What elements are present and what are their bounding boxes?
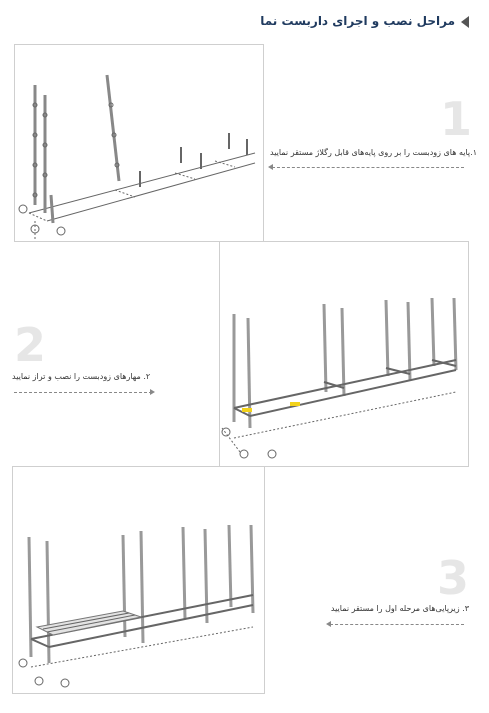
arrow-left-icon xyxy=(268,164,273,170)
step-3-number: 3 xyxy=(437,551,470,605)
step-2-text: ۲. مهارهای زودبست را نصب و تراز نمایید xyxy=(12,372,151,381)
title-arrow-icon xyxy=(461,16,469,28)
step-2-dashed-line xyxy=(14,392,152,393)
arrow-left-icon xyxy=(326,621,331,627)
step-2-illustration xyxy=(219,241,469,467)
step-2-number: 2 xyxy=(14,318,47,372)
step-1-illustration xyxy=(14,44,264,242)
step-3-text: ۳. زیرپایی‌های مرحله اول را مستقر نمایید xyxy=(330,604,469,613)
step-3-illustration xyxy=(12,466,265,694)
step-1-dashed-line xyxy=(272,167,464,168)
arrow-right-icon xyxy=(150,389,155,395)
step-1-text: ۱.پایه های زودبست را بر روی پایه‌های قابل رگلاژ مستقر نمایید xyxy=(270,148,477,157)
step-1-number: 1 xyxy=(440,92,473,146)
page-title: مراحل نصب و اجرای داربست نما xyxy=(260,14,455,28)
step-3-dashed-line xyxy=(330,624,464,625)
